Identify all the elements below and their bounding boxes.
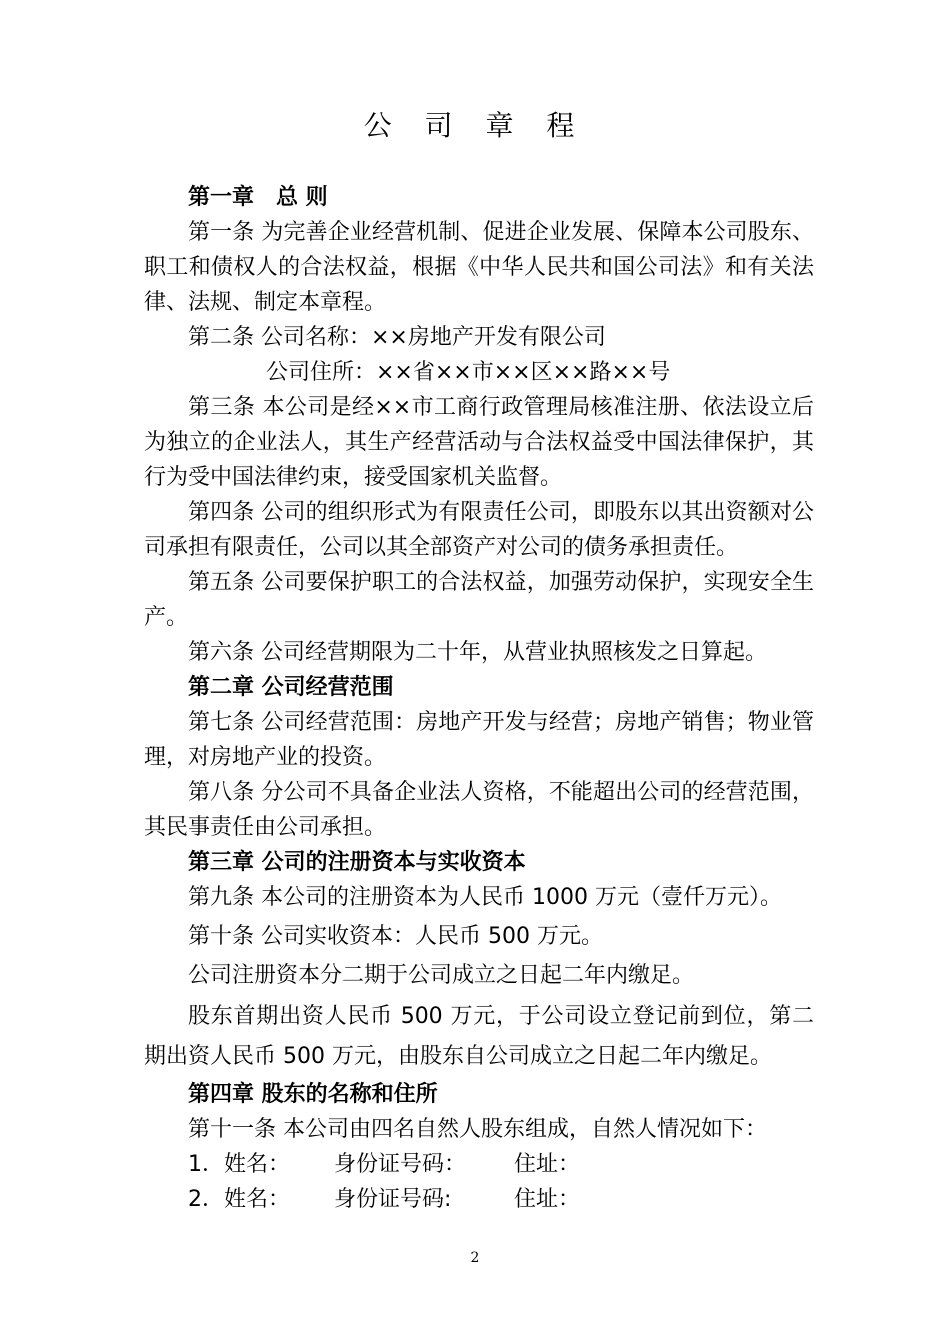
- shareholder-address-label: 住址：: [514, 1152, 581, 1177]
- shareholder-name-label: 1．姓名：: [188, 1152, 290, 1177]
- shareholder-address-label: 住址：: [514, 1187, 581, 1212]
- article-paragraph: 第十条 公司实收资本：人民币 500 万元。: [188, 924, 603, 949]
- shareholder-id-label: 身份证号码:: [334, 1187, 452, 1212]
- chapter-heading: 第一章 总 则: [188, 185, 328, 210]
- article-paragraph: 第八条 分公司不具备企业法人资格，不能超出公司的经营范围，其民事责任由公司承担。: [144, 780, 814, 840]
- article-paragraph: 第六条 公司经营期限为二十年，从营业执照核发之日算起。: [188, 640, 767, 665]
- shareholder-name-label: 2．姓名：: [188, 1187, 290, 1212]
- shareholder-row: [144, 1147, 814, 1182]
- shareholder-row: [144, 1182, 814, 1217]
- document-body: [144, 180, 814, 1217]
- article-paragraph: 第三条 本公司是经××市工商行政管理局核准注册、依法设立后为独立的企业法人，其生产经营活动与合法权益受中国法律保护，其行为受中国法律约束，接受国家机关监督。: [144, 395, 814, 490]
- article-paragraph: 第十一条 本公司由四名自然人股东组成，自然人情况如下：: [188, 1117, 767, 1142]
- article-paragraph: 第二条 公司名称：××房地产开发有限公司: [188, 325, 606, 350]
- article-paragraph: 股东首期出资人民币 500 万元，于公司设立登记前到位，第二期出资人民币 500 万元，由股东自公司成立之日起二年内缴足。: [144, 1004, 814, 1069]
- chapter-heading: 第二章 公司经营范围: [188, 675, 394, 700]
- document-title: 公 司 章 程: [363, 109, 587, 142]
- page-number: 2: [470, 1250, 480, 1266]
- article-paragraph: 公司注册资本分二期于公司成立之日起二年内缴足。: [188, 963, 695, 988]
- article-paragraph: 第四条 公司的组织形式为有限责任公司，即股东以其出资额对公司承担有限责任，公司以其全部资产对公司的债务承担责任。: [144, 500, 814, 560]
- article-paragraph: 第七条 公司经营范围：房地产开发与经营；房地产销售；物业管理，对房地产业的投资。: [144, 710, 814, 770]
- chapter-heading: 第四章 股东的名称和住所: [188, 1082, 438, 1107]
- article-paragraph: 第一条 为完善企业经营机制、促进企业发展、保障本公司股东、职工和债权人的合法权益，根据《中华人民共和国公司法》和有关法律、法规、制定本章程。: [144, 220, 814, 315]
- company-address: 公司住所：××省××市××区××路××号: [266, 360, 671, 385]
- article-paragraph: 第五条 公司要保护职工的合法权益，加强劳动保护，实现安全生产。: [144, 570, 814, 630]
- chapter-heading: 第三章 公司的注册资本与实收资本: [188, 850, 526, 875]
- shareholder-id-label: 身份证号码：: [334, 1152, 467, 1177]
- article-paragraph: 第九条 本公司的注册资本为人民币 1000 万元（壹仟万元）。: [188, 885, 782, 910]
